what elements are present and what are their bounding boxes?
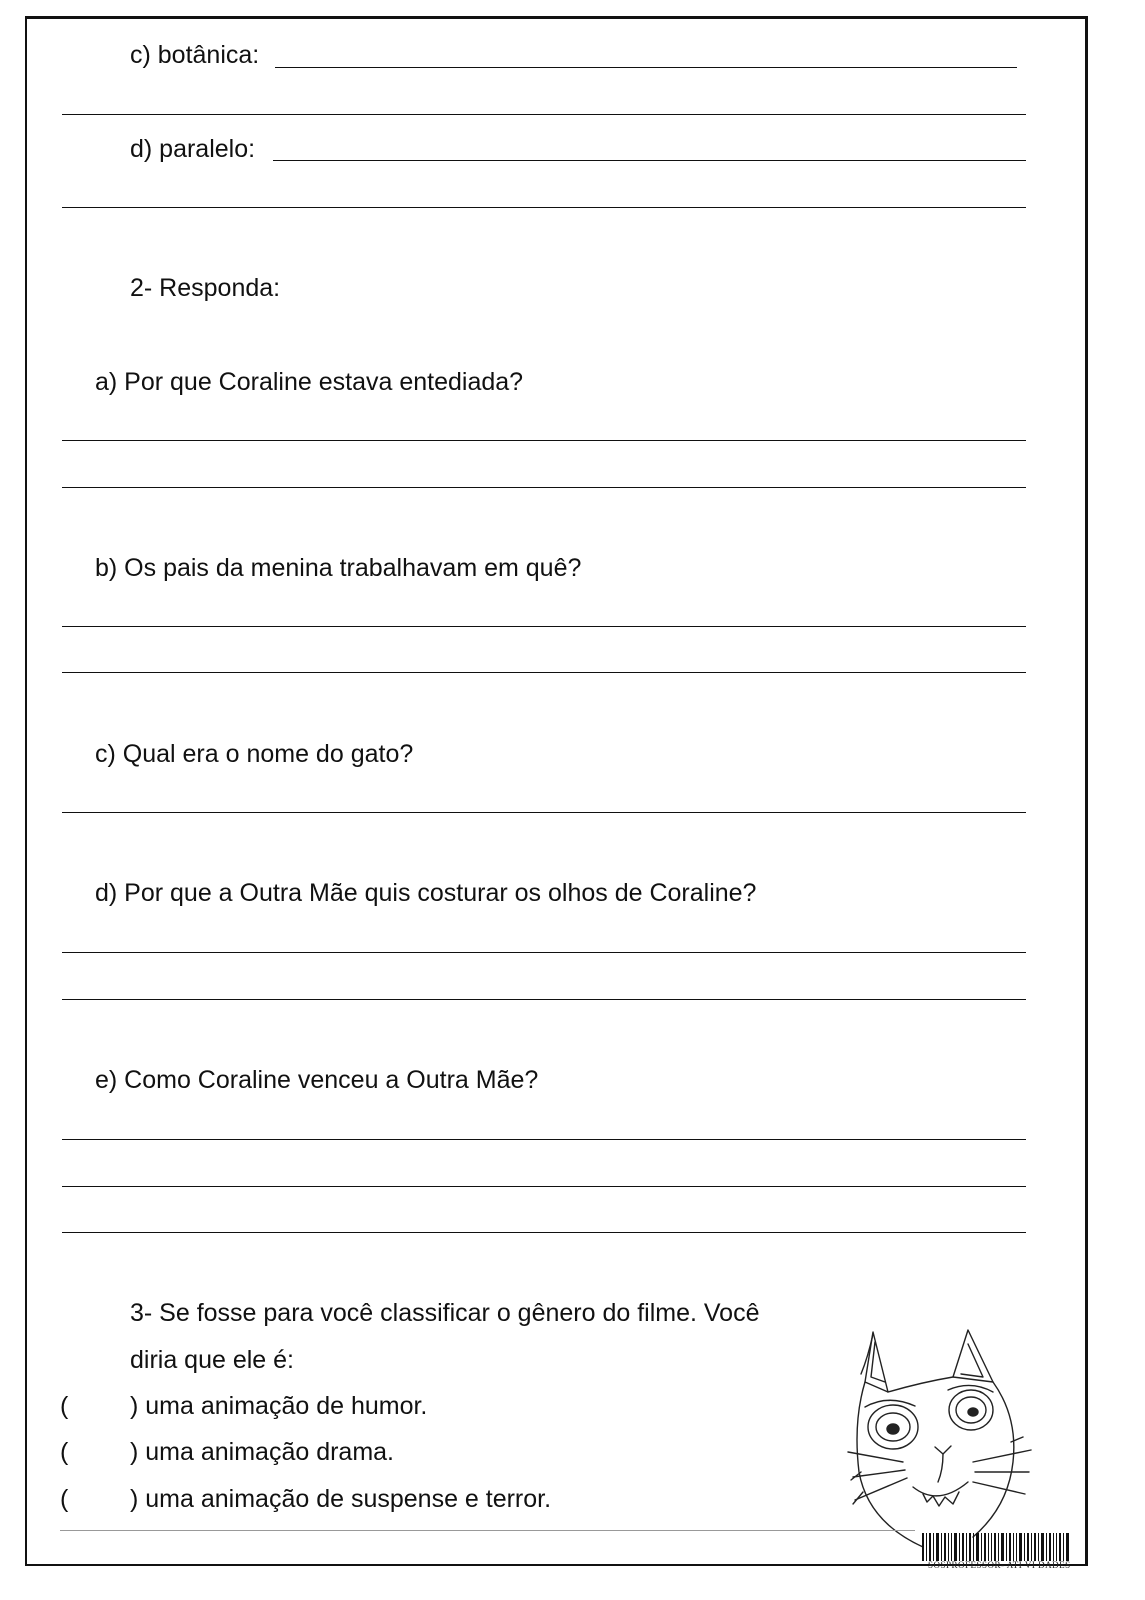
answer-line[interactable]: [62, 487, 1026, 488]
q3-option-humor: ) uma animação de humor.: [130, 1392, 428, 1420]
footer-rule: [60, 1530, 915, 1531]
answer-line[interactable]: [62, 999, 1026, 1000]
answer-line[interactable]: [62, 626, 1026, 627]
answer-line[interactable]: [62, 114, 1026, 115]
answer-line[interactable]: [62, 207, 1026, 208]
barcode-icon: [922, 1533, 1072, 1561]
q2-question-e: e) Como Coraline venceu a Outra Mãe?: [95, 1066, 539, 1094]
answer-line[interactable]: [62, 1232, 1026, 1233]
q3-statement-line2: diria que ele é:: [130, 1346, 295, 1374]
answer-line[interactable]: [62, 440, 1026, 441]
q1-c-label: c) botânica:: [130, 41, 260, 69]
answer-line[interactable]: [273, 160, 1026, 161]
q3-statement-line1: 3- Se fosse para você classificar o gênero do filme. Você: [130, 1299, 760, 1327]
answer-line[interactable]: [62, 812, 1026, 813]
q2-question-c: c) Qual era o nome do gato?: [95, 740, 414, 768]
answer-line[interactable]: [62, 1186, 1026, 1187]
answer-line[interactable]: [275, 67, 1017, 68]
answer-line[interactable]: [62, 1139, 1026, 1140]
answer-line[interactable]: [62, 952, 1026, 953]
q2-question-a: a) Por que Coraline estava entediada?: [95, 368, 524, 396]
q3-option-suspense: ) uma animação de suspense e terror.: [130, 1485, 552, 1513]
q2-question-b: b) Os pais da menina trabalhavam em quê?: [95, 554, 582, 582]
q1-d-label: d) paralelo:: [130, 135, 256, 163]
barcode-caption: SOSPROFESSOR- ATI VI DADES: [928, 1560, 1071, 1570]
q2-heading: 2- Responda:: [130, 274, 281, 302]
checkbox-paren[interactable]: (: [60, 1392, 69, 1420]
cat-illustration-icon: [843, 1322, 1033, 1552]
checkbox-paren[interactable]: (: [60, 1438, 69, 1466]
q2-question-d: d) Por que a Outra Mãe quis costurar os olhos de Coraline?: [95, 879, 757, 907]
checkbox-paren[interactable]: (: [60, 1485, 69, 1513]
q3-option-drama: ) uma animação drama.: [130, 1438, 395, 1466]
answer-line[interactable]: [62, 672, 1026, 673]
